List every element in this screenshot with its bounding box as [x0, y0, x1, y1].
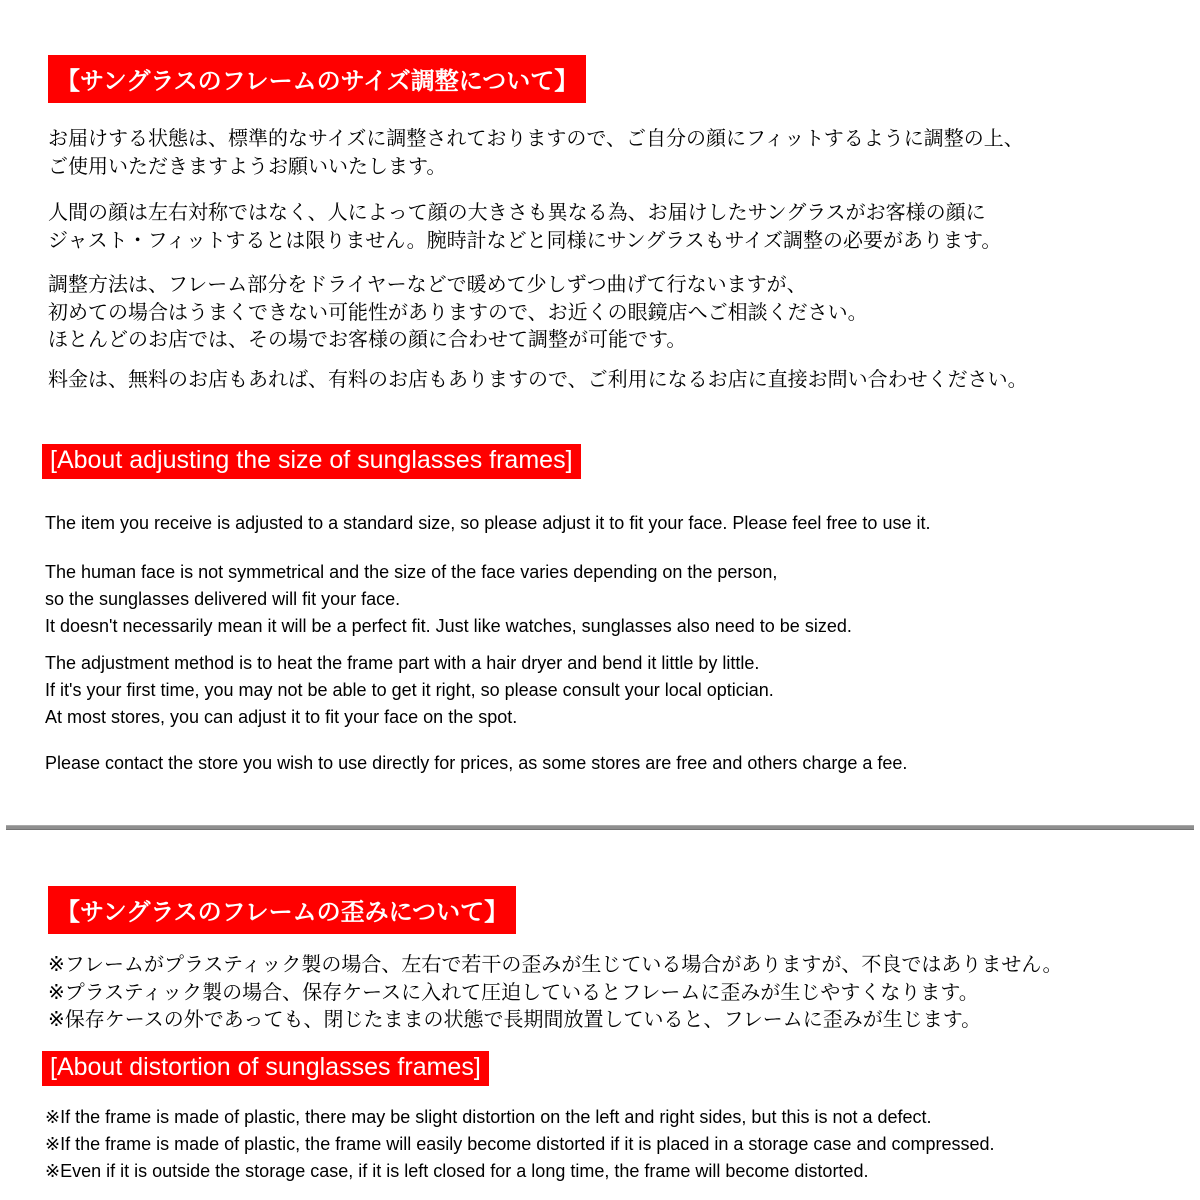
- distortion-section: [0, 830, 1200, 1185]
- paragraph-line: so the sunglasses delivered will fit your face.: [45, 589, 401, 609]
- jp-size-paragraph-2: [48, 200, 1160, 255]
- en-size-heading-row: [48, 444, 1160, 479]
- paragraph-line: Please contact the store you wish to use directly for prices, as some stores are free and others charge a fee.: [45, 753, 908, 773]
- paragraph-line: ほとんどのお店では、その場でお客様の顔に合わせて調整が可能です。: [48, 329, 687, 351]
- jp-size-heading-row: [48, 55, 1160, 103]
- paragraph-line: 初めての場合はうまくできない可能性がありますので、お近くの眼鏡店へご相談ください。: [48, 301, 868, 324]
- paragraph-line: The item you receive is adjusted to a standard size, so please adjust it to fit your face. Please feel free to use it.: [45, 513, 931, 533]
- note-line: ※フレームがプラスティック製の場合、左右で若干の歪みが生じている場合がありますが、不良ではありません。: [48, 954, 1063, 976]
- note-line: ※保存ケースの外であっても、閉じたままの状態で長期間放置していると、フレームに歪みが生じます。: [48, 1009, 982, 1031]
- jp-size-paragraph-3: [48, 272, 1160, 355]
- paragraph-line: It doesn't necessarily mean it will be a perfect fit. Just like watches, sunglasses also need to be sized.: [45, 616, 852, 636]
- jp-distortion-notes: [48, 952, 1160, 1035]
- en-distortion-heading-banner: [About distortion of sunglasses frames]: [42, 1051, 489, 1086]
- paragraph-line: The adjustment method is to heat the frame part with a hair dryer and bend it little by little.: [45, 653, 760, 673]
- jp-size-paragraph-4: [48, 367, 1160, 395]
- paragraph-line: お届けする状態は、標準的なサイズに調整されておりますので、ご自分の顔にフィットするように調整の上、: [48, 128, 1024, 150]
- paragraph-line: If it's your first time, you may not be able to get it right, so please consult your local optician.: [45, 680, 774, 700]
- en-size-paragraph-4: [45, 750, 1160, 777]
- note-line: ※If the frame is made of plastic, the frame will easily become distorted if it is placed in a storage case and compressed.: [45, 1133, 995, 1154]
- paragraph-line: 調整方法は、フレーム部分をドライヤーなどで暖めて少しずつ曲げて行ないますが、: [48, 274, 807, 296]
- paragraph-line: 料金は、無料のお店もあれば、有料のお店もありますので、ご利用になるお店に直接お問い合わせください。: [48, 368, 1028, 391]
- paragraph-line: ご使用いただきますようお願いいたします。: [48, 155, 447, 178]
- note-line: ※Even if it is outside the storage case, if it is left closed for a long time, the frame will become distorted.: [45, 1160, 869, 1181]
- paragraph-line: At most stores, you can adjust it to fit your face on the spot.: [45, 707, 518, 727]
- en-size-heading-banner: [About adjusting the size of sunglasses frames]: [42, 444, 581, 479]
- jp-size-heading-banner: 【サングラスのフレームのサイズ調整について】: [48, 55, 586, 103]
- jp-distortion-heading-row: [48, 886, 1160, 934]
- en-size-paragraph-1: [45, 510, 1160, 537]
- jp-distortion-heading-banner: 【サングラスのフレームの歪みについて】: [48, 886, 516, 934]
- paragraph-line: 人間の顔は左右対称ではなく、人によって顔の大きさも異なる為、お届けしたサングラスがお客様の顔に: [48, 202, 986, 224]
- paragraph-line: The human face is not symmetrical and the size of the face varies depending on the person,: [45, 562, 778, 582]
- en-size-paragraph-2: [45, 559, 1160, 640]
- en-size-paragraph-3: [45, 650, 1160, 731]
- en-distortion-notes: [45, 1104, 1160, 1185]
- en-distortion-heading-row: [48, 1051, 1160, 1086]
- jp-size-paragraph-1: [48, 126, 1160, 181]
- paragraph-line: ジャスト・フィットするとは限りません。腕時計などと同様にサングラスもサイズ調整の必要があります。: [48, 229, 1002, 252]
- note-line: ※If the frame is made of plastic, there may be slight distortion on the left and right sides, but this is not a defect.: [45, 1106, 932, 1127]
- note-line: ※プラスティック製の場合、保存ケースに入れて圧迫しているとフレームに歪みが生じやすくなります。: [48, 981, 979, 1004]
